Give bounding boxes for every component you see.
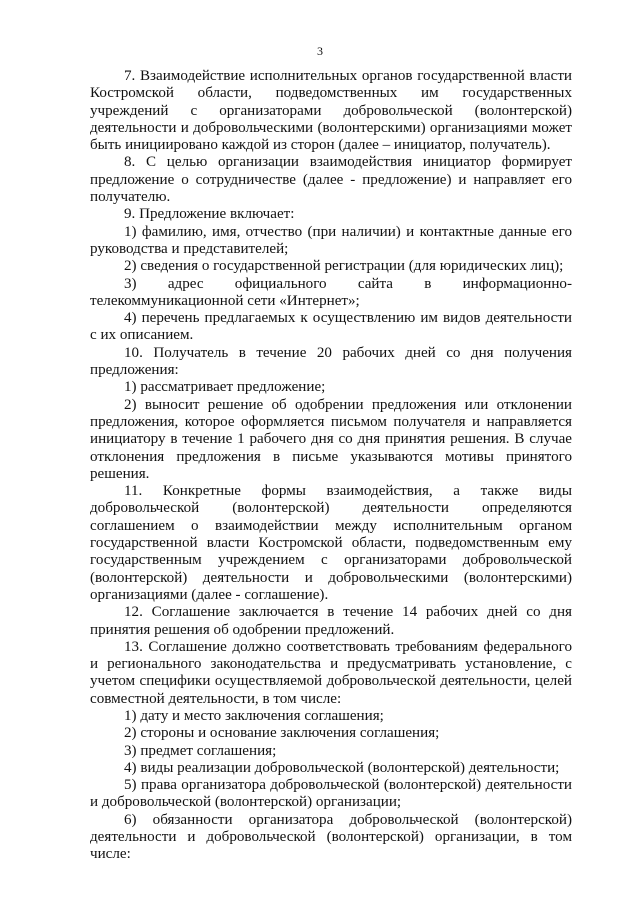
list-item: 4) виды реализации добровольческой (волонтерской) деятельности; bbox=[124, 759, 560, 776]
list-item: 4) перечень предлагаемых к осуществлению им видов деятельности с их описанием. bbox=[90, 310, 572, 344]
page-number: 3 bbox=[317, 44, 323, 58]
list-item: 6) обязанности организатора добровольческой (волонтерской) деятельности и добровольческой (волонтерской) организации, в том числе: bbox=[90, 811, 572, 863]
paragraph-13: 13. Соглашение должно соответствовать требованиям федерального и регионального законодательства и предусматривать установление, с учетом специфики осуществляемой добровольческой деятельности, целей совместной деятельности, в том числе: bbox=[90, 638, 572, 707]
paragraph-8: 8. С целью организации взаимодействия инициатор формирует предложение о сотрудничестве (далее - предложение) и направляет его получателю. bbox=[90, 154, 572, 206]
list-item: 3) предмет соглашения; bbox=[124, 742, 277, 759]
list-item: 2) стороны и основание заключения соглашения; bbox=[124, 725, 440, 742]
list-item: 1) дату и место заключения соглашения; bbox=[124, 707, 384, 724]
list-item: 2) сведения о государственной регистрации (для юридических лиц); bbox=[124, 258, 564, 275]
paragraph-10: 10. Получатель в течение 20 рабочих дней со дня получения предложения: bbox=[90, 344, 572, 379]
list-item: 2) выносит решение об одобрении предложения или отклонении предложения, которое оформляется письмом получателя и направляется инициатору в течение 1 рабочего дня со дня принятия решения. В случае отклонения предложения в письме указываются мотивы принятого решения. bbox=[90, 396, 572, 482]
list-item: 3) адрес официального сайта в информационно-телекоммуникационной сети «Интернет»; bbox=[90, 275, 572, 309]
list-item: 5) права организатора добровольческой (волонтерской) деятельности и добровольческой (волонтерской) организации; bbox=[90, 777, 572, 811]
document-body bbox=[90, 68, 572, 864]
paragraph-11: 11. Конкретные формы взаимодействия, а также виды добровольческой (волонтерской) деятельности определяются соглашением о взаимодействии между исполнительным органом государственной власти Костромской области, подведомственным ему государственным учреждением с организаторами добровольческой (волонтерской) деятельности и добровольческими (волонтерскими) организациями (далее - соглашение). bbox=[90, 483, 572, 603]
list-item: 1) рассматривает предложение; bbox=[124, 379, 326, 396]
paragraph-12: 12. Соглашение заключается в течение 14 рабочих дней со дня принятия решения об одобрении предложений. bbox=[90, 604, 572, 638]
paragraph-7: 7. Взаимодействие исполнительных органов государственной власти Костромской области, подведомственных им государственных учреждений с организаторами добровольческой (волонтерской) деятельности и добровольческими (волонтерскими) организациями может быть инициировано каждой из сторон (далее – инициатор, получатель). bbox=[90, 68, 572, 154]
list-item: 1) фамилию, имя, отчество (при наличии) и контактные данные его руководства и представителей; bbox=[90, 223, 572, 257]
paragraph-9: 9. Предложение включает: bbox=[124, 206, 295, 223]
